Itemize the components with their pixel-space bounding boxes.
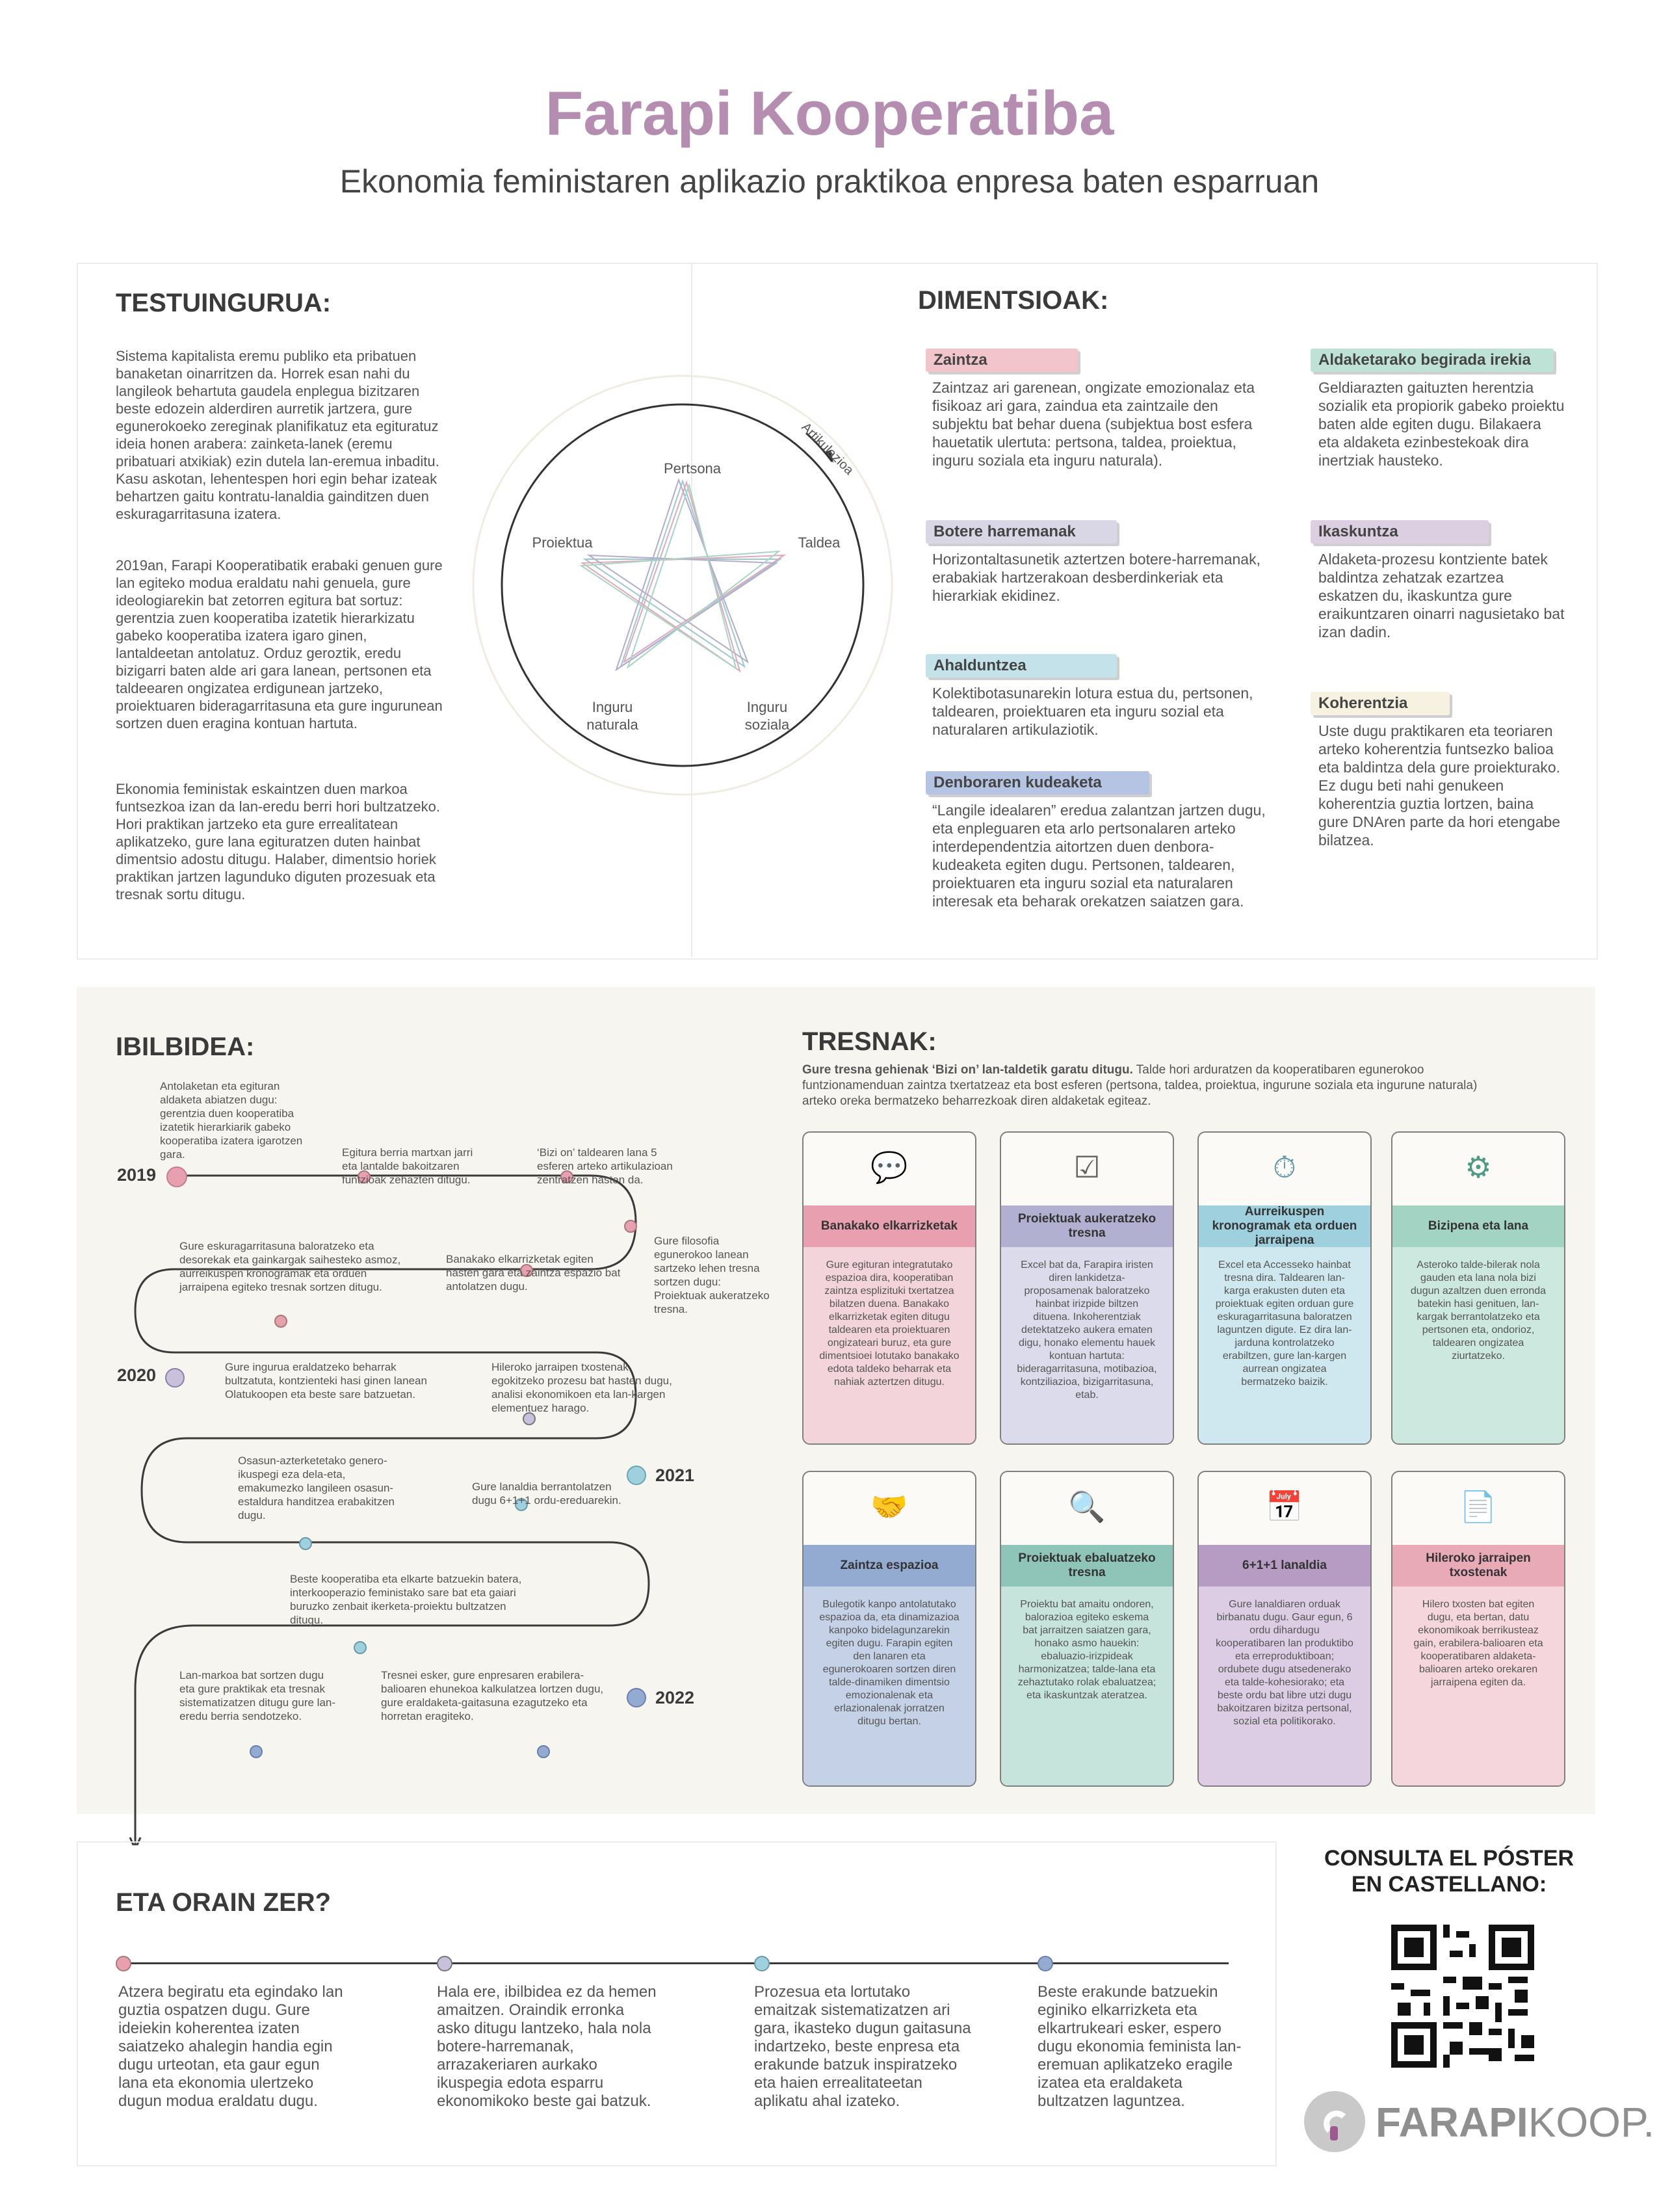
node-label-inguru-naturala: Inguru naturala — [586, 699, 638, 733]
timeline-node — [250, 1745, 263, 1758]
star-lines — [581, 480, 784, 671]
next-node — [437, 1956, 452, 1971]
year-label-2022: 2022 — [655, 1688, 695, 1707]
year-label-2021: 2021 — [655, 1466, 695, 1485]
tool-card-title: Banakako elkarrizketak — [803, 1205, 975, 1247]
timeline-event: ‘Bizi on’ taldearen lana 5 esferen arteko artikulazioan zentratzen hasten da. — [537, 1146, 673, 1186]
farapi-logo-mark — [1304, 2091, 1365, 2152]
next-heading: ETA ORAIN ZER? — [116, 1888, 332, 1917]
node-label-inguru-soziala: Inguru soziala — [744, 699, 790, 733]
magnifier-icon: 🔍 — [1068, 1490, 1106, 1523]
next-timeline-line — [124, 1962, 1229, 1964]
tools-heading: TRESNAK: — [802, 1027, 937, 1056]
timeline-event: Gure eskuragarritasuna baloratzeko eta desorekak eta gainkargak saihesteko asmoz, aurreikuspen kronogramak eta orduen jarraipena egiteko tresnak sortzen ditugu. — [179, 1240, 401, 1293]
cta-line-1: CONSULTA EL PÓSTER — [1324, 1846, 1574, 1871]
timeline-node — [274, 1315, 287, 1328]
articulation-diagram — [468, 371, 897, 800]
gears-icon: ⚙ — [1465, 1150, 1492, 1184]
castellano-cta — [1296, 1845, 1602, 1897]
tool-card-title: Hileroko jarraipen txostenak — [1392, 1545, 1564, 1587]
dimension-tag-botere: Botere harremanak — [926, 520, 1117, 544]
dimension-tag-zaintza: Zaintza — [926, 349, 1078, 372]
tool-card-bizipena[interactable] — [1391, 1131, 1565, 1445]
tool-card-description: Proiektu bat amaitu ondoren, balorazioa egiteko eskema bat jarraitzen saiatzen gara, honako asmo hauekin: ebaluazio-irizpideak harmonizatzea; talde-lana eta zehaztutako rolak ebaluatzea; eta ikaskuntzak ateratzea. — [1001, 1587, 1173, 1785]
timeline-event: Banakako elkarrizketak egiten hasten gara eta zaintza espazio bat antolatzen dugu. — [446, 1253, 621, 1293]
page-subtitle: Ekonomia feministaren aplikazio praktikoa enpresa baten esparruan — [339, 163, 1320, 200]
arrow-label: Artikulazioa — [798, 419, 857, 478]
timeline-node — [537, 1745, 550, 1758]
context-paragraph-3: Ekonomia feministak eskaintzen duen markoa funtsezkoa izan da lan-eredu berri hori bultzatzeko. Hori praktikan jartzeko eta gure errealitatean aplikatzeko, gure lana egituratzen duten hainbat dimentsio adostu ditugu. Halaber, dimentsio horiek praktikan jartzen lagunduko diguten prozesuak eta tresnak sortu ditugu. — [116, 781, 440, 902]
node-label-proiektua: Proiektua — [532, 534, 593, 551]
next-step-2: Hala ere, ibilbidea ez da hemen amaitzen. Oraindik erronka asko ditugu lantzeko, hala nola botere-harremanak, arrazakeriaren aurkako ikuspegia edota esparru ekonomikoko beste gai batzuk. — [437, 1983, 657, 2110]
cta-line-2: EN CASTELLANO: — [1351, 1872, 1547, 1897]
timeline-event: Gure ingurua eraldatzeko beharrak bultzatuta, kontzienteki hasi ginen lanean Olatukoopen eta beste sare batzuetan. — [225, 1361, 427, 1401]
dimension-text-ahalduntzea: Kolektibotasunarekin lotura estua du, pertsonen, taldearen, proiektuaren eta inguru sozial eta naturalaren artikulaziotik. — [932, 685, 1253, 738]
next-node — [116, 1956, 131, 1971]
timeline-event: Lan-markoa bat sortzen dugu eta gure praktikak eta tresnak sistematizatzen ditugu gure lan-eredu berria sendotzeko. — [179, 1669, 336, 1722]
tool-card-description: Gure egituran integratutako espazioa dira, kooperatiban zaintza esplizituki txertatzea bilatzen duena. Banakako elkarrizketak egiten ditugu taldearen eta proiektuaren ongizateari buruz, eta gure dimentsioei lotutako banakako edota taldeko beharrak eta nahiak aztertzen ditugu. — [803, 1247, 975, 1443]
timeline-event: Antolaketan eta egituran aldaketa abiatzen dugu: gerentzia duen kooperatiba izatetik hierarkiarik gabeko kooperatiba izatera igarotzen gara. — [160, 1080, 303, 1161]
dimension-tag-denbora: Denboraren kudeaketa — [926, 771, 1149, 795]
next-step-1: Atzera begiratu eta egindako lan guztia ospatzen dugu. Gure ideiekin koherentea izaten saiatzeko ahalegin handia egin dugu urteotan, eta gaur egun lana eta ekonomia ulertzeko dugun modua eraldatu dugu. — [118, 1983, 343, 2110]
dimension-text-zaintza: Zaintzaz ari garenean, ongizate emozionalaz eta fisikoaz ari gara, zaindua eta zaintzaile den subjektu bat behar duena (subjektua bost esfera hauetatik ulertuta: pertsona, taldea, proiektua, inguru soziala eta inguru naturala). — [932, 379, 1255, 469]
tool-card-proiektuak-aukeratzeko[interactable] — [1000, 1131, 1174, 1445]
node-label-pertsona: Pertsona — [663, 460, 722, 477]
dimension-text-botere: Horizontaltasunetik aztertzen botere-harremanak, erabakiak hartzerakoan desberdinkeriak eta hierarkiak ekidinez. — [932, 551, 1261, 604]
tool-card-description: Asteroko talde-bilerak nola gauden eta lana nola bizi dugun azaltzen duen erronda batekin hasi genituen, lan-kargak berrantolatzeko eta pertsonen eta, ondorioz, taldearen ongizatea ziurtatzeko. — [1392, 1247, 1564, 1443]
context-paragraph-2: 2019an, Farapi Kooperatibatik erabaki genuen gure lan egiteko modua eraldatu nahi genuela, gure ideologiarekin bat zetorren egitura bat sortuz: gerentzia zuen kooperatiba izatetik hierarkizatu gabeko kooperatiba izatera igaro ginen, lantaldeetan antolatuz. Orduz geroztik, eredu bizigarri baten alde ari gara lanean, pertsonen eta taldeearen ongizatea erdigunean jartzeko, proiektuaren bideragarritasuna eta gure ingurunean sortzen duen eragina kontuan hartuta. — [116, 557, 443, 731]
dimension-text-koherentzia: Uste dugu praktikaren eta teoriaren arteko koherentzia funtsezko balioa eta baldintza dela gure proiekturako. Ez dugu beti nahi genukeen koherentzia guztia lortzen, baina gure DNAren parte da hori etengabe bilatzea. — [1318, 722, 1561, 849]
dimension-text-aldaketa: Geldiarazten gaituzten herentzia sozialik eta propiorik gabeko proiektu baten alde egiten dugu. Bilakaera eta aldaketa ezinbestekoak dira inertziak hausteko. — [1318, 379, 1565, 469]
timeline-event: Osasun-azterketetako genero-ikuspegi eza dela-eta, emakumezko langileen osasun-estaldura handitzea erabakitzen dugu. — [238, 1455, 395, 1521]
handshake-icon: 🤝 — [870, 1490, 908, 1523]
timeline-node-2021 — [627, 1466, 646, 1485]
dimension-tag-koherentzia: Koherentzia — [1311, 692, 1450, 715]
tool-card-title: Proiektuak aukeratzeko tresna — [1001, 1205, 1173, 1247]
timeline-node-2020 — [165, 1368, 185, 1388]
checkbox-icon: ☑ — [1073, 1150, 1101, 1184]
dimension-text-denbora: “Langile idealaren” eredua zalantzan jartzen dugu, eta enpleguaren eta arlo pertsonalaren arteko interdependentzia aitortzen duen denbora-kudeaketa egiten dugu. Pertsonen, taldearen, proiektuaren eta inguru sozial eta naturalaren interesak eta beharak orekatzen saiatzen gara. — [932, 802, 1266, 910]
dimension-tag-ikaskuntza: Ikaskuntza — [1311, 520, 1489, 544]
timeline-event: Gure filosofia egunerokoo lanean sartzeko lehen tresna sortzen dugu: Proiektuak aukeratzeko tresna. — [654, 1235, 770, 1315]
timeline-event: Tresnei esker, gure enpresaren erabilera-balioaren ehunekoa kalkulatzea lortzen dugu, gure eraldaketa-gaitasuna ezagutzeko eta horretan eragiteko. — [381, 1669, 604, 1722]
tool-card-description: Hilero txosten bat egiten dugu, eta bertan, datu ekonomikoak berrikusteaz gain, erabilera-balioaren eta kooperatibaren aldaketa-balioaren arteko orekaren jarraipena egiten da. — [1392, 1587, 1564, 1785]
tool-card-description: Excel eta Accesseko hainbat tresna dira. Taldearen lan-karga erakusten duten eta proiektuak egiten orduan gure eskuragarritasuna baloratzen laguntzen digute. Ez dira lan-jarduna kontrolatzeko erabiltzen, gure lan-kargen aurrean ongizatea bermatzeko baizik. — [1199, 1247, 1370, 1443]
clock-icon: ⏱ — [1273, 1150, 1296, 1184]
timeline-node — [624, 1220, 637, 1233]
tool-card-lanaldia[interactable] — [1197, 1471, 1372, 1787]
timeline-event: Beste kooperatiba eta elkarte batzuekin batera, interkooperazio feministako sare bat eta gaiari buruzko zenbait ikerketa-proiektu bultzatzen ditugu. — [290, 1573, 522, 1626]
next-node — [754, 1956, 770, 1971]
year-label-2020: 2020 — [117, 1365, 157, 1385]
dimension-tag-aldaketa: Aldaketarako begirada irekia — [1311, 349, 1554, 372]
tool-card-description: Bulegotik kanpo antolatutako espazioa da, eta dinamizazioa kanpoko bidelagunzarekin egiten dugu. Farapin egiten den lanaren eta egunerokoaren sortzen diren talde-dinamiken dimentsio emozionalenak eta erlazionalenak jorratzen ditugu bertan. — [803, 1587, 975, 1785]
tool-card-title: Zaintza espazioa — [803, 1545, 975, 1587]
year-label-2019: 2019 — [117, 1165, 157, 1185]
tool-card-aurreikuspen[interactable] — [1197, 1131, 1372, 1445]
timeline-event: Egitura berria martxan jarri eta lantalde bakoitzaren funtzioak zehazten ditugu. — [342, 1146, 473, 1186]
tool-card-description: Excel bat da, Farapira iristen diren lankidetza-proposamenak baloratzeko hainbat irizpide biltzen dituena. Inkoherentziak detektatzeko aukera ematen digu, honako elementu hauek kontuan hartuta: bideragarritasuna, motibazioa, kontziliazioa, bizigarritasuna, etab. — [1001, 1247, 1173, 1443]
chat-bubble-icon: 💬 — [870, 1150, 908, 1184]
page-title: Farapi Kooperatiba — [545, 79, 1114, 148]
timeline-event: Hileroko jarraipen txostenak egokitzeko prozesu bat hasten dugu, analisi ekonomikoen eta lan-kargen elementuez harago. — [491, 1361, 672, 1414]
tool-card-banakako[interactable] — [802, 1131, 976, 1445]
farapi-logo-wordmark: FARAPIKOOP. — [1376, 2099, 1655, 2146]
tool-card-hileroko[interactable] — [1391, 1471, 1565, 1787]
tool-card-description: Gure lanaldiaren orduak birbanatu dugu. Gaur egun, 6 ordu dihardugu kooperatibaren lan produktibo eta erreproduktiboan; ordubete dugu atsedenerako eta talde-kohesiorako; eta beste ordu bat libre utzi dugu bakoitzaren bizitza pertsonal, sozial eta politikorako. — [1199, 1587, 1370, 1785]
tool-card-title: Proiektuak ebaluatzeko tresna — [1001, 1545, 1173, 1587]
tool-card-title: 6+1+1 lanaldia — [1199, 1545, 1370, 1587]
context-paragraph-1: Sistema kapitalista eremu publiko eta pribatuen banaketan oinarritzen da. Horrek esan nahi du langileok behartuta gaudela enplegua bizitzaren beste edozein alderdiren aurretik jartzera, gure egunerokoeko zereginak planifikatuz eta egituratuz ideia honen arabera: zainketa-lanek (eremu pribatuari atxikiak) ezin dutela lan-eremua inbaditu. Kasu askotan, lehentespen hori egin behar izateak behartzen gaitu kontratu-lanaldia gainditzen duen eskuragarritasuna izatera. — [116, 348, 439, 522]
node-label-taldea: Taldea — [798, 534, 841, 551]
timeline-node-2019 — [166, 1166, 187, 1187]
context-heading: TESTUINGURUA: — [116, 289, 332, 317]
next-step-4: Beste erakunde batzuekin eginiko elkarrizketa eta elkartrukeari esker, espero dugu ekonomia feminista lan-eremuan aplikatzeko eragile izatea eta eraldaketa bultzatzen laguntzea. — [1038, 1983, 1242, 2110]
timeline-node-2022 — [627, 1688, 646, 1707]
timeline-node — [354, 1641, 367, 1654]
timeline-event: Gure lanaldia berrantolatzen dugu 6+1+1 ordu-ereduarekin. — [472, 1481, 621, 1507]
qr-code[interactable] — [1391, 1925, 1534, 2068]
dimension-text-ikaskuntza: Aldaketa-prozesu kontziente batek baldintza zehatzak ezartzea eskatzen du, ikaskuntza gure eraikuntzaren oinarri nagusietako bat izan dadin. — [1318, 551, 1565, 640]
dimensions-heading: DIMENTSIOAK: — [918, 286, 1109, 315]
next-step-3: Prozesua eta lortutako emaitzak sistematizatzen ari gara, ikasteko dugun gaitasuna indartzeko, beste enpresa eta erakunde batzuk inspiratzeko eta haien errealitateetan aplikatu ahal izateko. — [754, 1983, 971, 2110]
timeline-node — [299, 1537, 312, 1550]
tool-card-ebaluatzeko[interactable] — [1000, 1471, 1174, 1787]
tool-card-zaintza-espazioa[interactable] — [802, 1471, 976, 1787]
tool-card-title: Bizipena eta lana — [1392, 1205, 1564, 1247]
path-heading: IBILBIDEA: — [116, 1033, 255, 1061]
tool-card-title: Aurreikuspen kronogramak eta orduen jarraipena — [1199, 1205, 1370, 1247]
next-node — [1038, 1956, 1053, 1971]
dimension-tag-ahalduntzea: Ahalduntzea — [926, 654, 1117, 678]
document-icon: 📄 — [1459, 1490, 1497, 1523]
tools-intro: Gure tresna gehienak ‘Bizi on’ lan-taldetik garatu ditugu. Talde hori arduratzen da kooperatibaren egunerokoo funtzionamenduan zaintza txertatzeaz eta bost esferen (pertsona, taldea, proiektua, ingurune soziala eta ingurune naturala) arteko oreka bermatzeko beharrezkoak diren aldaketak egiteaz. — [802, 1063, 1478, 1108]
calendar-icon: 📅 — [1266, 1490, 1303, 1523]
